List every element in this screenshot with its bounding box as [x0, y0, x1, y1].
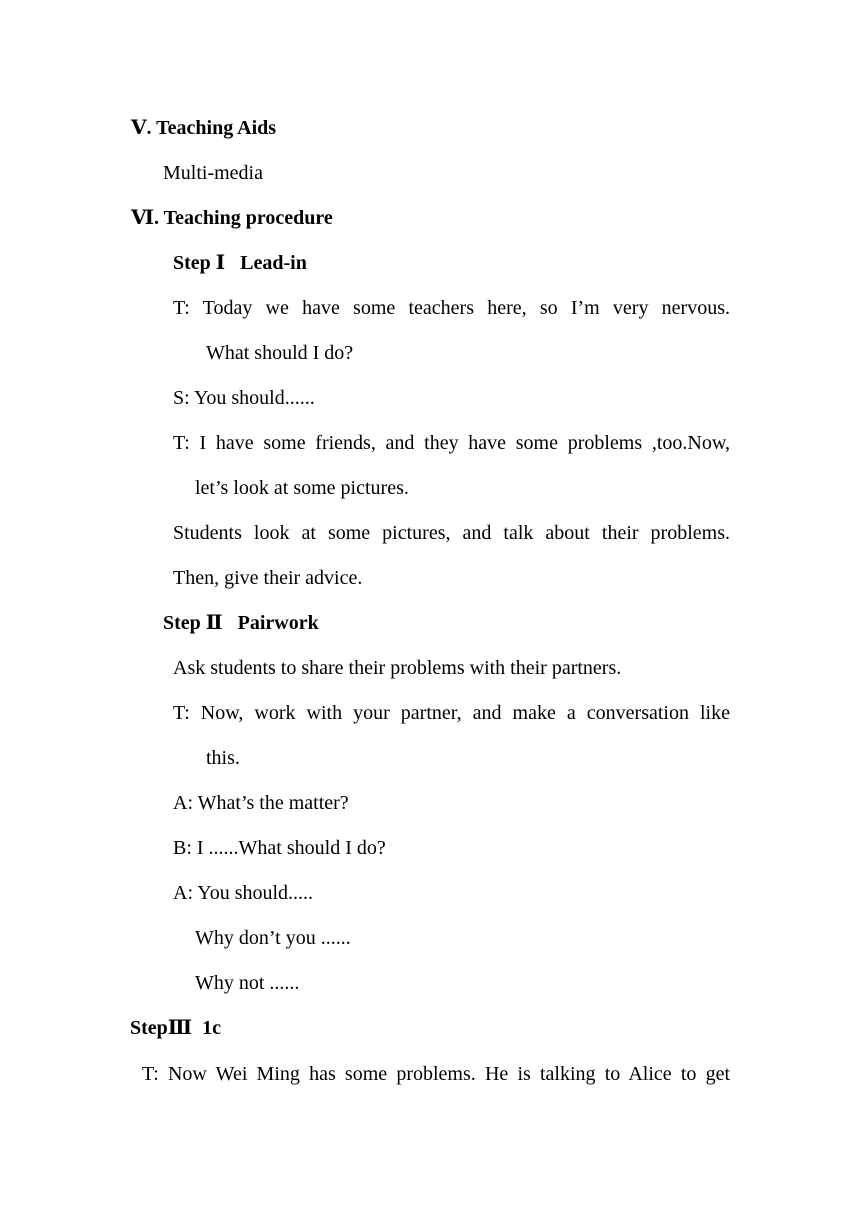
step-1-label: Step Ⅰ [173, 252, 226, 274]
step-2-line: T: Now, work with your partner, and make a conversation like [173, 702, 730, 724]
step-3-title: 1c [202, 1017, 222, 1039]
step-3-label: StepⅢ [130, 1017, 193, 1039]
step-1-line: T: Today we have some teachers here, so I’m very nervous. [173, 297, 730, 319]
step-1-line: What should I do? [206, 342, 354, 364]
section-v-number: Ⅴ. [131, 117, 152, 139]
step-1-line: Then, give their advice. [173, 567, 363, 589]
step-2-heading [163, 611, 319, 635]
step-2-line: A: You should..... [173, 882, 314, 904]
teaching-aids-content: Multi-media [163, 162, 263, 184]
step-3-heading [130, 1016, 221, 1040]
step-1-line: Students look at some pictures, and talk about their problems. [173, 522, 730, 544]
step-2-line: this. [206, 747, 240, 769]
section-v-heading [131, 116, 276, 140]
step-1-line: T: I have some friends, and they have some problems ,too.Now, [173, 432, 730, 454]
step-2-line: Why not ...... [195, 972, 300, 994]
step-2-label: Step Ⅱ [163, 612, 223, 634]
section-vi-title: Teaching procedure [163, 207, 333, 229]
section-vi-number: Ⅵ. [131, 207, 159, 229]
section-vi-heading [131, 206, 333, 230]
step-2-title: Pairwork [237, 612, 319, 634]
step-1-line: S: You should...... [173, 387, 315, 409]
step-2-line: B: I ......What should I do? [173, 837, 386, 859]
section-v-title: Teaching Aids [156, 117, 277, 139]
step-1-title: Lead-in [240, 252, 307, 274]
step-1-line: let’s look at some pictures. [195, 477, 409, 499]
step-2-line: A: What’s the matter? [173, 792, 349, 814]
step-3-line: T: Now Wei Ming has some problems. He is talking to Alice to get [142, 1063, 730, 1085]
step-2-line: Why don’t you ...... [195, 927, 351, 949]
step-1-heading [173, 251, 307, 275]
step-2-line: Ask students to share their problems with their partners. [173, 657, 622, 679]
